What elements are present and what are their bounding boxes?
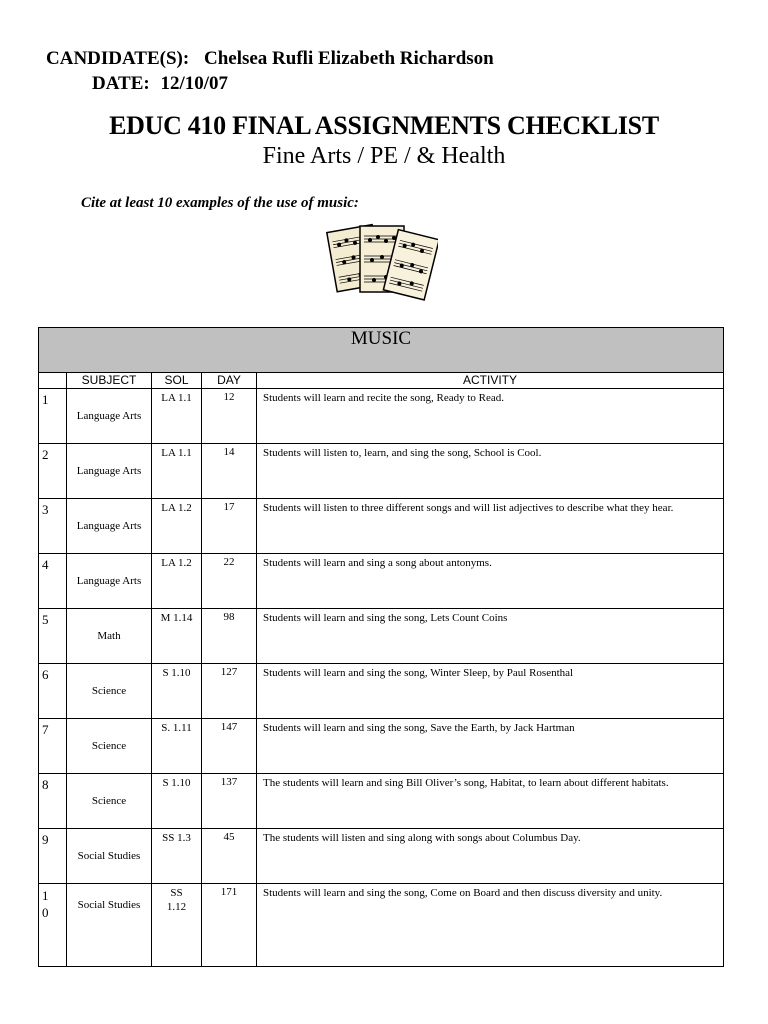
sheet-music-icon xyxy=(326,220,438,310)
table-row xyxy=(39,829,724,884)
row-day: 45 xyxy=(202,829,257,884)
row-sol: LA 1.2 xyxy=(152,554,202,609)
row-activity: Students will learn and sing the song, Winter Sleep, by Paul Rosenthal xyxy=(257,664,724,719)
row-day: 22 xyxy=(202,554,257,609)
row-day: 14 xyxy=(202,444,257,499)
col-header-subject: SUBJECT xyxy=(67,373,152,389)
row-sol: LA 1.1 xyxy=(152,389,202,444)
row-subject: Math xyxy=(67,609,152,664)
table-row xyxy=(39,554,724,609)
row-activity: Students will learn and sing the song, Come on Board and then discuss diversity and unity. xyxy=(257,884,724,967)
col-header-num xyxy=(39,373,67,389)
row-day: 147 xyxy=(202,719,257,774)
row-activity: Students will listen to, learn, and sing the song, School is Cool. xyxy=(257,444,724,499)
column-header-row xyxy=(39,373,724,389)
row-subject: Language Arts xyxy=(67,444,152,499)
table-row xyxy=(39,444,724,499)
row-activity: Students will learn and sing the song, Lets Count Coins xyxy=(257,609,724,664)
row-day: 137 xyxy=(202,774,257,829)
instruction-text: Cite at least 10 examples of the use of music: xyxy=(81,195,359,211)
row-number xyxy=(39,884,67,967)
row-activity: Students will learn and recite the song, Ready to Read. xyxy=(257,389,724,444)
table-row xyxy=(39,499,724,554)
music-table xyxy=(38,327,724,967)
row-number: 2 xyxy=(39,444,67,499)
row-sol: S 1.10 xyxy=(152,774,202,829)
row-day: 98 xyxy=(202,609,257,664)
candidate-label: CANDIDATE(S): xyxy=(46,48,190,69)
row-sol: M 1.14 xyxy=(152,609,202,664)
candidate-line xyxy=(46,48,494,70)
row-day: 12 xyxy=(202,389,257,444)
col-header-sol: SOL xyxy=(152,373,202,389)
col-header-day: DAY xyxy=(202,373,257,389)
row-subject: Language Arts xyxy=(67,499,152,554)
row-day: 171 xyxy=(202,884,257,967)
table-row xyxy=(39,389,724,444)
date-line xyxy=(92,73,228,95)
row-activity: Students will listen to three different songs and will list adjectives to describe what they hear. xyxy=(257,499,724,554)
row-activity: Students will learn and sing a song about antonyms. xyxy=(257,554,724,609)
section-header-row xyxy=(39,328,724,373)
row-subject: Language Arts xyxy=(67,554,152,609)
row-number: 5 xyxy=(39,609,67,664)
row-number: 1 xyxy=(39,389,67,444)
page-subtitle: Fine Arts / PE / & Health xyxy=(262,143,506,169)
table-row xyxy=(39,884,724,967)
date-value: 12/10/07 xyxy=(160,73,229,94)
page-title: EDUC 410 FINAL ASSIGNMENTS CHECKLIST xyxy=(109,111,659,140)
row-subject: Science xyxy=(67,719,152,774)
section-title: MUSIC xyxy=(39,328,724,373)
row-number: 3 xyxy=(39,499,67,554)
row-sol: S 1.10 xyxy=(152,664,202,719)
row-number: 7 xyxy=(39,719,67,774)
row-sol-text: SS 1.12 xyxy=(166,887,187,913)
row-number: 8 xyxy=(39,774,67,829)
row-number: 9 xyxy=(39,829,67,884)
col-header-activity: ACTIVITY xyxy=(257,373,724,389)
row-subject: Science xyxy=(67,774,152,829)
table-row xyxy=(39,774,724,829)
row-subject: Science xyxy=(67,664,152,719)
table-row xyxy=(39,664,724,719)
row-activity: The students will listen and sing along with songs about Columbus Day. xyxy=(257,829,724,884)
row-number-text: 10 xyxy=(42,888,49,920)
row-day: 127 xyxy=(202,664,257,719)
row-activity: Students will learn and sing the song, Save the Earth, by Jack Hartman xyxy=(257,719,724,774)
row-number: 6 xyxy=(39,664,67,719)
row-sol: SS 1.3 xyxy=(152,829,202,884)
row-sol: S. 1.11 xyxy=(152,719,202,774)
row-sol: LA 1.2 xyxy=(152,499,202,554)
row-subject: Language Arts xyxy=(67,389,152,444)
row-subject: Social Studies xyxy=(67,884,152,967)
row-activity: The students will learn and sing Bill Oliver’s song, Habitat, to learn about different habitats. xyxy=(257,774,724,829)
candidate-names: Chelsea Rufli Elizabeth Richardson xyxy=(203,48,494,69)
table-row xyxy=(39,719,724,774)
row-sol: LA 1.1 xyxy=(152,444,202,499)
date-label: DATE: xyxy=(92,73,150,94)
row-number: 4 xyxy=(39,554,67,609)
row-day: 17 xyxy=(202,499,257,554)
table-row xyxy=(39,609,724,664)
row-subject: Social Studies xyxy=(67,829,152,884)
row-sol xyxy=(152,884,202,967)
